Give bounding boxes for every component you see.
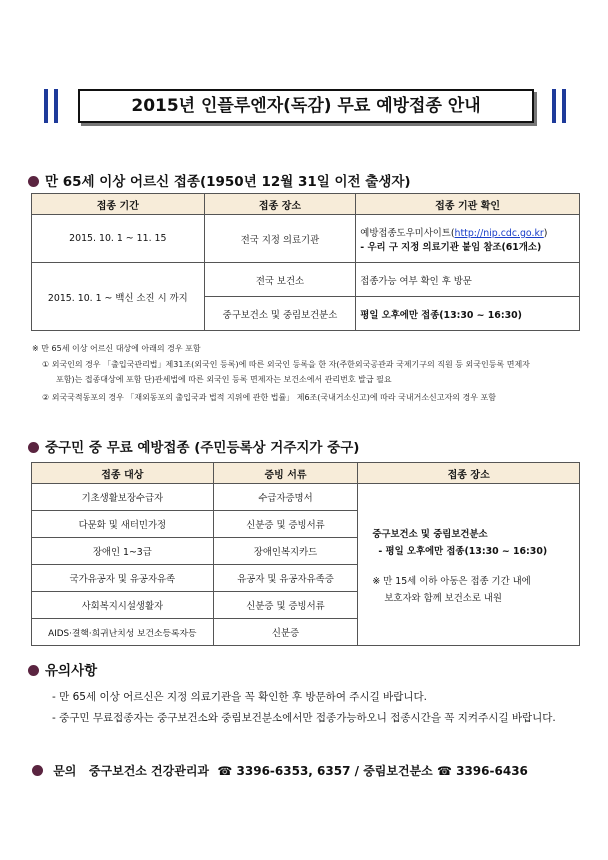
header-place: 접종 장소	[358, 463, 580, 484]
title-banner	[44, 89, 566, 123]
title-accent-bar-left	[44, 89, 48, 123]
phone-icon: ☎	[217, 764, 233, 778]
note-line: ※ 만 65세 이상 어르신 대상에 아래의 경우 포함	[32, 344, 201, 353]
table-row: AIDS·결핵·희귀난치성 보건소등록자등 신분증	[32, 619, 580, 646]
bullet-icon	[28, 176, 39, 187]
caution-item: - 중구민 무료접종자는 중구보건소와 중림보건분소에서만 접종가능하오니 접종시간을 꼭 지켜주시길 바랍니다.	[52, 712, 556, 724]
contact-phone1: 3396-6353, 6357	[236, 764, 351, 778]
caution-item: - 만 65세 이상 어르신은 지정 의료기관을 꼭 확인한 후 방문하여 주시길 바랍니다.	[52, 691, 427, 703]
table-row: 다문화 및 새터민가정 신분증 및 증빙서류	[32, 511, 580, 538]
check-cell: 접종가능 여부 확인 후 방문	[356, 263, 580, 297]
page-title: 2015년 인플루엔자(독감) 무료 예방접종 안내	[78, 89, 534, 123]
table-header-row	[32, 194, 580, 215]
note-line: ② 외국국적동포의 경우 「재외동포의 출입국과 법적 지위에 관한 법률」 제6조(국내거소신고)에 따라 국내거소신고자의 경우 포함	[42, 393, 496, 402]
table-row: 국가유공자 및 유공자유족 유공자 및 유공자유족증	[32, 565, 580, 592]
bullet-icon	[32, 765, 43, 776]
table-row: 장애인 1~3급 장애인복지카드	[32, 538, 580, 565]
period-cell: 2015. 10. 1 ~ 11. 15	[32, 215, 205, 263]
header-target: 접종 대상	[32, 463, 214, 484]
nip-site-link[interactable]: http://nip.cdc.go.kr	[454, 227, 544, 239]
contact-label: 문의	[53, 764, 77, 778]
vaccination-place-cell: 중구보건소 및 중림보건분소 - 평일 오후에만 접종(13:30 ~ 16:30) ※ 만 15세 이하 아동은 접종 기간 내에 보호자와 함께 보건소로 내원	[358, 484, 580, 646]
phone-icon: ☎	[436, 764, 452, 778]
note-line: 포함)는 접종대상에 포함 단)관세법에 따른 외국인 등록 면제자는 보건소에서 관리번호 발급 필요	[56, 375, 392, 384]
table-header-row	[32, 463, 580, 484]
table-row: 기초생활보장수급자 수급자증명서 중구보건소 및 중림보건분소 - 평일 오후에만 접종(13:30 ~ 16:30) ※ 만 15세 이하 아동은 접종 기간 내에 보호자와 함께 보건소로 내원	[32, 484, 580, 511]
title-accent-bar-right	[552, 89, 556, 123]
elderly-vaccination-table	[31, 193, 580, 331]
section1-heading: 만 65세 이상 어르신 접종(1950년 12월 31일 이전 출생자)	[28, 170, 411, 190]
table-row	[32, 215, 580, 263]
bullet-icon	[28, 442, 39, 453]
bullet-icon	[28, 665, 39, 676]
table-row	[32, 263, 580, 297]
contact-separator: /	[354, 764, 360, 778]
contact-dept1: 중구보건소 건강관리과	[88, 764, 210, 778]
check-line2: - 우리 구 지정 의료기관 붙임 참조(61개소)	[360, 241, 542, 253]
table-row: 사회복지시설생활자 신분증 및 증빙서류	[32, 592, 580, 619]
contact-line	[32, 762, 528, 779]
contact-dept2: 중림보건분소	[363, 764, 433, 778]
header-check: 접종 기관 확인	[356, 194, 580, 215]
check-cell: 평일 오후에만 접종(13:30 ~ 16:30)	[356, 297, 580, 331]
district-resident-table	[31, 462, 580, 646]
title-accent-bar-left-2	[54, 89, 58, 123]
place-cell: 전국 지정 의료기관	[204, 215, 356, 263]
header-place: 접종 장소	[204, 194, 356, 215]
title-accent-bar-right-2	[562, 89, 566, 123]
section2-heading: 중구민 중 무료 예방접종 (주민등록상 거주지가 중구)	[28, 436, 359, 456]
place-cell: 중구보건소 및 중림보건분소	[204, 297, 356, 331]
note-line: ① 외국인의 경우 「출입국관리법」제31조(외국인 등록)에 따른 외국인 등록을 한 자(주한외국공관과 국제기구의 직원 등 외국인등록 면제자	[42, 360, 530, 369]
check-cell: 예방접종도우미사이트(http://nip.cdc.go.kr) - 우리 구 지정 의료기관 붙임 참조(61개소)	[356, 215, 580, 263]
place-cell: 전국 보건소	[204, 263, 356, 297]
header-period: 접종 기간	[32, 194, 205, 215]
period-cell: 2015. 10. 1 ~ 백신 소진 시 까지	[32, 263, 205, 331]
header-doc: 증빙 서류	[213, 463, 358, 484]
section3-heading: 유의사항	[28, 659, 97, 679]
contact-phone2: 3396-6436	[456, 764, 528, 778]
